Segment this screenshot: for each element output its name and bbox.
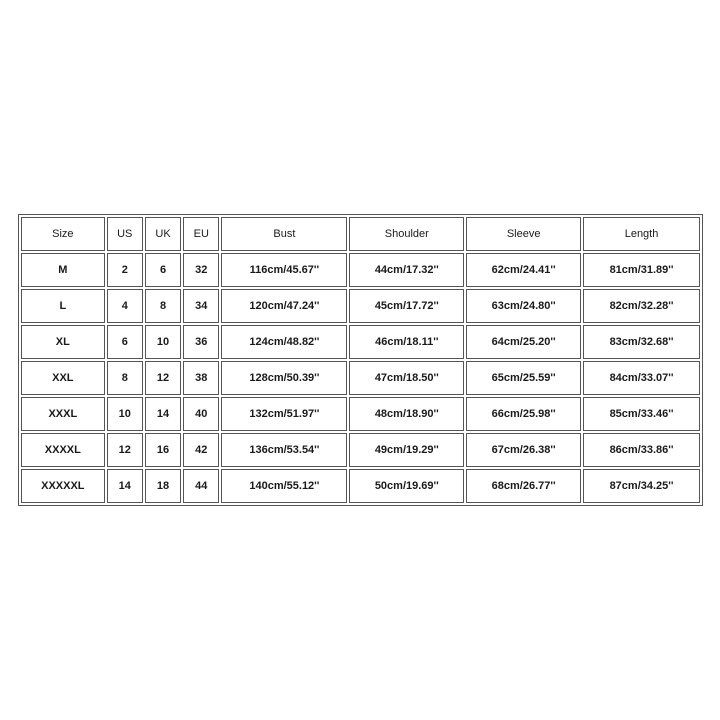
header-uk: UK — [145, 217, 181, 251]
cell-bust: 132cm/51.97'' — [221, 397, 347, 431]
cell-eu: 44 — [183, 469, 219, 503]
cell-size: XL — [21, 325, 105, 359]
cell-sleeve: 64cm/25.20'' — [466, 325, 581, 359]
cell-bust: 128cm/50.39'' — [221, 361, 347, 395]
table-row — [21, 253, 700, 287]
header-eu: EU — [183, 217, 219, 251]
cell-uk: 16 — [145, 433, 181, 467]
cell-us: 4 — [107, 289, 143, 323]
table-row — [21, 325, 700, 359]
cell-shoulder: 48cm/18.90'' — [349, 397, 464, 431]
cell-sleeve: 66cm/25.98'' — [466, 397, 581, 431]
cell-shoulder: 46cm/18.11'' — [349, 325, 464, 359]
cell-sleeve: 62cm/24.41'' — [466, 253, 581, 287]
cell-size: XXXL — [21, 397, 105, 431]
cell-shoulder: 47cm/18.50'' — [349, 361, 464, 395]
cell-uk: 8 — [145, 289, 181, 323]
cell-us: 6 — [107, 325, 143, 359]
table-row — [21, 361, 700, 395]
header-sleeve: Sleeve — [466, 217, 581, 251]
header-bust: Bust — [221, 217, 347, 251]
cell-shoulder: 50cm/19.69'' — [349, 469, 464, 503]
cell-shoulder: 44cm/17.32'' — [349, 253, 464, 287]
cell-us: 8 — [107, 361, 143, 395]
header-row — [21, 217, 700, 251]
cell-uk: 6 — [145, 253, 181, 287]
cell-length: 83cm/32.68'' — [583, 325, 700, 359]
cell-size: L — [21, 289, 105, 323]
cell-sleeve: 68cm/26.77'' — [466, 469, 581, 503]
cell-bust: 140cm/55.12'' — [221, 469, 347, 503]
cell-eu: 34 — [183, 289, 219, 323]
header-shoulder: Shoulder — [349, 217, 464, 251]
cell-uk: 10 — [145, 325, 181, 359]
cell-length: 85cm/33.46'' — [583, 397, 700, 431]
cell-eu: 32 — [183, 253, 219, 287]
cell-shoulder: 45cm/17.72'' — [349, 289, 464, 323]
cell-size: XXXXXL — [21, 469, 105, 503]
cell-eu: 38 — [183, 361, 219, 395]
cell-eu: 42 — [183, 433, 219, 467]
cell-length: 84cm/33.07'' — [583, 361, 700, 395]
cell-length: 81cm/31.89'' — [583, 253, 700, 287]
cell-bust: 116cm/45.67'' — [221, 253, 347, 287]
header-size: Size — [21, 217, 105, 251]
cell-size: M — [21, 253, 105, 287]
cell-size: XXXXL — [21, 433, 105, 467]
cell-length: 87cm/34.25'' — [583, 469, 700, 503]
cell-uk: 18 — [145, 469, 181, 503]
cell-bust: 124cm/48.82'' — [221, 325, 347, 359]
cell-shoulder: 49cm/19.29'' — [349, 433, 464, 467]
size-chart-table — [18, 214, 703, 506]
cell-us: 12 — [107, 433, 143, 467]
cell-size: XXL — [21, 361, 105, 395]
cell-us: 10 — [107, 397, 143, 431]
cell-sleeve: 65cm/25.59'' — [466, 361, 581, 395]
cell-bust: 120cm/47.24'' — [221, 289, 347, 323]
table-row — [21, 469, 700, 503]
header-length: Length — [583, 217, 700, 251]
cell-sleeve: 67cm/26.38'' — [466, 433, 581, 467]
table-row — [21, 289, 700, 323]
cell-sleeve: 63cm/24.80'' — [466, 289, 581, 323]
cell-uk: 12 — [145, 361, 181, 395]
table-row — [21, 397, 700, 431]
table-row — [21, 433, 700, 467]
cell-bust: 136cm/53.54'' — [221, 433, 347, 467]
cell-us: 14 — [107, 469, 143, 503]
cell-length: 86cm/33.86'' — [583, 433, 700, 467]
cell-length: 82cm/32.28'' — [583, 289, 700, 323]
header-us: US — [107, 217, 143, 251]
cell-us: 2 — [107, 253, 143, 287]
cell-eu: 36 — [183, 325, 219, 359]
cell-eu: 40 — [183, 397, 219, 431]
cell-uk: 14 — [145, 397, 181, 431]
